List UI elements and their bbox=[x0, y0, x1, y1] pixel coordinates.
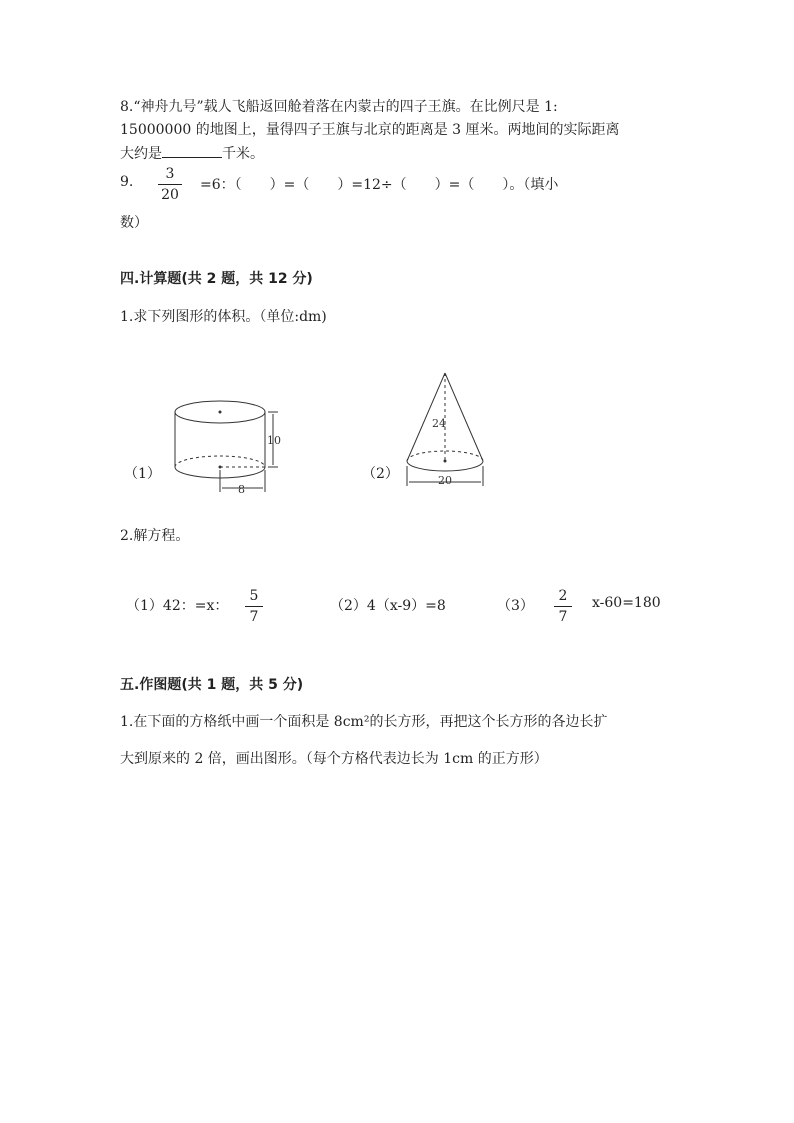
q9-frac-denominator: 20 bbox=[161, 187, 179, 203]
fraction-bar bbox=[554, 606, 572, 607]
section5-q1-line2: 大到原来的 2 倍，画出图形。（每个方格代表边长为 1cm 的正方形） bbox=[120, 751, 548, 767]
eq3-fraction bbox=[554, 588, 572, 625]
eq1-frac-denominator: 7 bbox=[249, 609, 259, 625]
section4-q2: 2.解方程。 bbox=[120, 528, 190, 544]
section5-title: 五.作图题(共 1 题，共 5 分) bbox=[120, 677, 304, 693]
cone-height-label: 24 bbox=[432, 417, 446, 430]
fraction-bar bbox=[158, 184, 182, 185]
q8-line3-pre: 大约是 bbox=[120, 146, 162, 162]
equation-3-post: x-60=180 bbox=[592, 595, 661, 611]
cone-figure bbox=[400, 368, 490, 490]
q8-line1: 8.“神舟九号”载人飞船返回舱着落在内蒙古的四子王旗。在比例尺是 1: bbox=[120, 99, 558, 115]
q9-number: 9. bbox=[120, 174, 134, 190]
q8-line3-post: 千米。 bbox=[222, 146, 264, 162]
section4-title: 四.计算题(共 2 题，共 12 分) bbox=[120, 271, 313, 287]
cylinder-height-label: 10 bbox=[267, 434, 281, 447]
fraction-bar bbox=[245, 606, 263, 607]
q8-line3 bbox=[120, 143, 264, 164]
equation-3-pre: （3） bbox=[497, 598, 534, 614]
equation-1: （1）42：=x： bbox=[126, 598, 229, 614]
fig2-label: （2） bbox=[362, 466, 399, 482]
equation-2: （2）4（x-9）=8 bbox=[330, 598, 446, 614]
eq3-frac-denominator: 7 bbox=[558, 609, 568, 625]
cone-diameter-label: 20 bbox=[438, 474, 452, 487]
section5-q1-line1: 1.在下面的方格纸中画一个面积是 8cm²的长方形，再把这个长方形的各边长扩 bbox=[120, 714, 608, 730]
q9-frac-numerator: 3 bbox=[165, 166, 175, 182]
fig1-label: （1） bbox=[124, 466, 161, 482]
cylinder-figure bbox=[165, 392, 295, 497]
cylinder-radius-label: 8 bbox=[238, 483, 245, 496]
eq1-frac-numerator: 5 bbox=[249, 588, 259, 604]
q9-fraction bbox=[158, 166, 182, 203]
eq3-frac-numerator: 2 bbox=[558, 588, 568, 604]
q8-line2: 15000000 的地图上，量得四子王旗与北京的距离是 3 厘米。两地间的实际距离 bbox=[120, 122, 620, 138]
eq1-fraction bbox=[245, 588, 263, 625]
q9-text: =6：（ ）=（ ）=12÷（ ）=（ ）。（填小 bbox=[200, 177, 559, 193]
answer-blank bbox=[162, 143, 222, 158]
q9-text2: 数） bbox=[120, 215, 148, 231]
section4-q1: 1.求下列图形的体积。（单位:dm) bbox=[120, 309, 327, 325]
